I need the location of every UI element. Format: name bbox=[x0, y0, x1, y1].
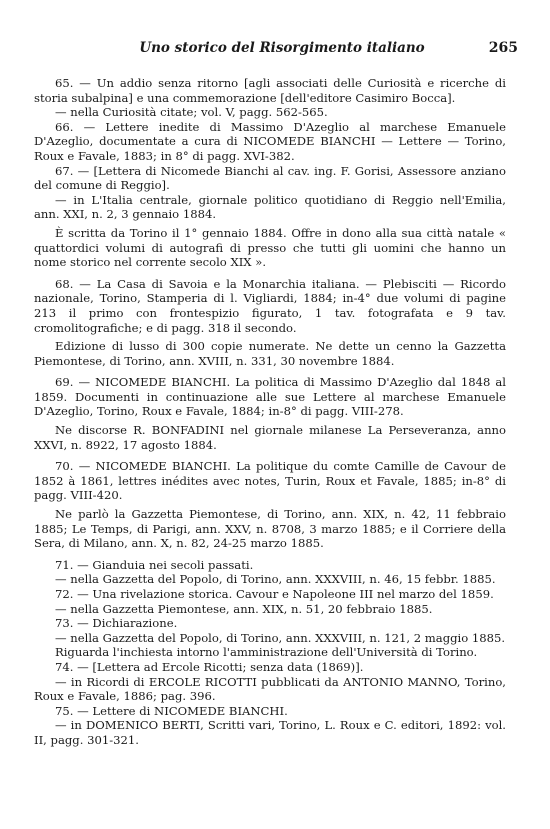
entry-75-title: 75. — Lettere di NICOMEDE BIANCHI. bbox=[55, 703, 288, 718]
entry-67-source: — in L'Italia centrale, giornale politico quotidiano di Reggio nell'Emilia, ann. XXI, n. 2, 3 gennaio 1884. bbox=[34, 192, 506, 222]
entry-73-note: Riguarda l'inchiesta intorno l'amministrazione dell'Università di Torino. bbox=[55, 645, 478, 660]
entry-68-note: Edizione di lusso di 300 copie numerate. Ne dette un cenno la Gazzetta Piemontese, di Torino, ann. XVIII, n. 331, 30 novembre 1884. bbox=[34, 339, 506, 368]
entry-66: 66. — Lettere inedite di Massimo D'Azeglio al marchese Emanuele D'Azeglio, documentate a cura di NICOMEDE BIANCHI — Lettere — Torino, Roux e Favale, 1883; in 8° di pagg. XVI-382. bbox=[34, 119, 506, 163]
entry-70: 70. — NICOMEDE BIANCHI. La politique du comte Camille de Cavour de 1852 à 1861, lettres inédites avec notes, Turin, Roux et Favale, 1885; in-8° di pagg. VIII-420. bbox=[34, 459, 506, 503]
entry-71-title: 71. — Gianduia nei secoli passati. bbox=[55, 557, 254, 572]
entry-72-source: — nella Gazzetta Piemontese, ann. XIX, n. 51, 20 febbraio 1885. bbox=[55, 601, 433, 616]
entry-75-source: — in DOMENICO BERTI, Scritti vari, Torino, L. Roux e C. editori, 1892: vol. II, pagg. 301-321. bbox=[34, 718, 506, 747]
entry-69: 69. — NICOMEDE BIANCHI. La politica di Massimo D'Azeglio dal 1848 al 1859. Documenti in continuazione alle sue Lettere al marchese Emanuele D'Azeglio, Torino, Roux e Favale, 1884; in-8° di pagg. VIII-278. bbox=[34, 375, 506, 419]
entry-73-title: 73. — Dichiarazione. bbox=[55, 616, 178, 631]
page-number: 265 bbox=[488, 40, 518, 56]
entry-74-title: 74. — [Lettera ad Ercole Ricotti; senza data (1869)]. bbox=[55, 659, 364, 674]
entry-74-source: — in Ricordi di ERCOLE RICOTTI pubblicati da ANTONIO MANNO, Torino, Roux e Favale, 1886; pag. 396. bbox=[34, 674, 506, 704]
entry-72-title: 72. — Una rivelazione storica. Cavour e Napoleone III nel marzo del 1859. bbox=[55, 587, 494, 601]
entry-65-title: 65. — Un addio senza ritorno [agli associati delle Curiosità e ricerche di storia subalpina] e una commemorazione [dell'editore Casimiro Bocca]. bbox=[34, 76, 506, 105]
entry-68: 68. — La Casa di Savoia e la Monarchia italiana. — Plebisciti — Ricordo nazionale, Torino, Stamperia di l. Vigliardi, 1884; in-4° due volumi di pagine 213 il primo con frontespizio figurato, 1 tav. fotografata e 9 tav. cromolitografiche; e di pagg. 318 il secondo. bbox=[34, 276, 506, 335]
entry-71-source: — nella Gazzetta del Popolo, di Torino, ann. XXXVIII, n. 46, 15 febbr. 1885. bbox=[55, 572, 496, 587]
entry-73-source: — nella Gazzetta del Popolo, di Torino, ann. XXXVIII, n. 121, 2 maggio 1885. bbox=[55, 630, 506, 645]
entry-67-title: 67. — [Lettera di Nicomede Bianchi al cav. ing. F. Gorisi, Assessore anziano del comune di Reggio]. bbox=[34, 163, 506, 193]
entry-69-note: Ne discorse R. BONFADINI nel giornale milanese La Perseveranza, anno XXVI, n. 8922, 17 agosto 1884. bbox=[34, 423, 506, 452]
page-body bbox=[34, 76, 506, 748]
entry-70-note: Ne parlò la Gazzetta Piemontese, di Torino, ann. XIX, n. 42, 11 febbraio 1885; Le Temps, di Parigi, ann. XXV, n. 8708, 3 marzo 1885; e il Corriere della Sera, di Milano, ann. X, n. 82, 24-25 marzo 1885. bbox=[34, 507, 506, 551]
entry-67-note: È scritta da Torino il 1° gennaio 1884. Offre in dono alla sua città natale « quattordici volumi di autografi di presso che tutti gli uomini che hanno un nome storico nel corrente secolo XIX ». bbox=[34, 225, 506, 270]
entry-65-source: — nella Curiosità citate; vol. V, pagg. 562-565. bbox=[55, 105, 328, 120]
running-title: Uno storico del Risorgimento italiano bbox=[139, 40, 425, 56]
page-header bbox=[58, 40, 518, 60]
